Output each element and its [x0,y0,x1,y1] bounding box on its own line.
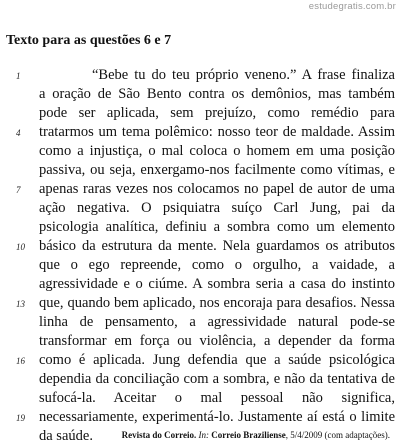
passage-line [0,313,402,332]
line-text: dependia da conciliação com a sombra, e não da tentativa de [39,371,395,387]
passage-line [0,199,402,218]
line-number: 10 [16,242,25,252]
passage-line [0,351,402,370]
source-newspaper: Correio Braziliense [211,430,286,440]
passage-line [0,370,402,389]
passage [0,66,402,446]
passage-line [0,408,402,427]
source-date: , 5/4/2009 (com adaptações). [285,430,390,440]
passage-line [0,104,402,123]
line-text: apenas raras vezes nos colocamos no papel de autor de uma [39,181,395,197]
line-text: agressividade e o ciúme. A sombra seria a casa do instinto [39,276,395,292]
passage-line [0,256,402,275]
line-number: 16 [16,356,25,366]
passage-line [0,218,402,237]
passage-line [0,332,402,351]
line-text: linha de pensamento, a agressividade natural pode-se [39,314,395,330]
line-text: psicologia analítica, definiu a sombra como um elemento [39,219,395,235]
passage-line [0,275,402,294]
source-magazine: Revista do Correio. [121,430,197,440]
line-number: 4 [16,128,21,138]
line-text: necessariamente, experimentá-lo. Justamente aí está o limite [39,409,395,425]
watermark: estudegratis.com.br [308,1,396,12]
passage-line [0,161,402,180]
line-text: da saúde. [39,428,93,444]
passage-line [0,180,402,199]
line-text: transformar em força ou violência, a depender da forma [39,333,395,349]
line-text: ação negativa. O psiquiatra suíço Carl Jung, pai da [39,200,395,216]
line-text: que o ego repreende, como o orgulho, a vaidade, a [39,257,395,273]
line-number: 13 [16,299,25,309]
line-number: 7 [16,185,21,195]
line-number: 19 [16,413,25,423]
passage-line [0,123,402,142]
passage-line [0,142,402,161]
source-citation [122,430,390,440]
line-text: passiva, ou seja, enxergamo-nos facilmente como vítimas, e [39,162,395,178]
line-number: 1 [16,71,21,81]
line-text: pode ser aplicada, sem prejuízo, como remédio para [39,105,395,121]
line-text: que, quando bem aplicado, nos encoraja para desafios. Nessa [39,295,395,311]
line-text: como a injustiça, o mal coloca o homem em uma posição [39,143,395,159]
line-text: tratarmos um tema polêmico: nosso teor de maldade. Assim [39,124,395,140]
source-in: In: [196,430,212,440]
line-text: básico da estrutura da mente. Nela guardamos os atributos [39,238,395,254]
passage-line [0,85,402,104]
passage-line [0,389,402,408]
passage-line [0,294,402,313]
line-text: sufocá-la. Aceitar o mal pessoal não significa, [39,390,395,406]
page-title: Texto para as questões 6 e 7 [6,33,172,48]
passage-line [0,66,402,85]
line-text: como é aplicada. Jung defendia que a saúde psicológica [39,352,395,368]
passage-line [0,237,402,256]
line-text: “Bebe tu do teu próprio veneno.” A frase finaliza [92,67,395,83]
line-text: a oração de São Bento contra os demônios, mas também [39,86,395,102]
